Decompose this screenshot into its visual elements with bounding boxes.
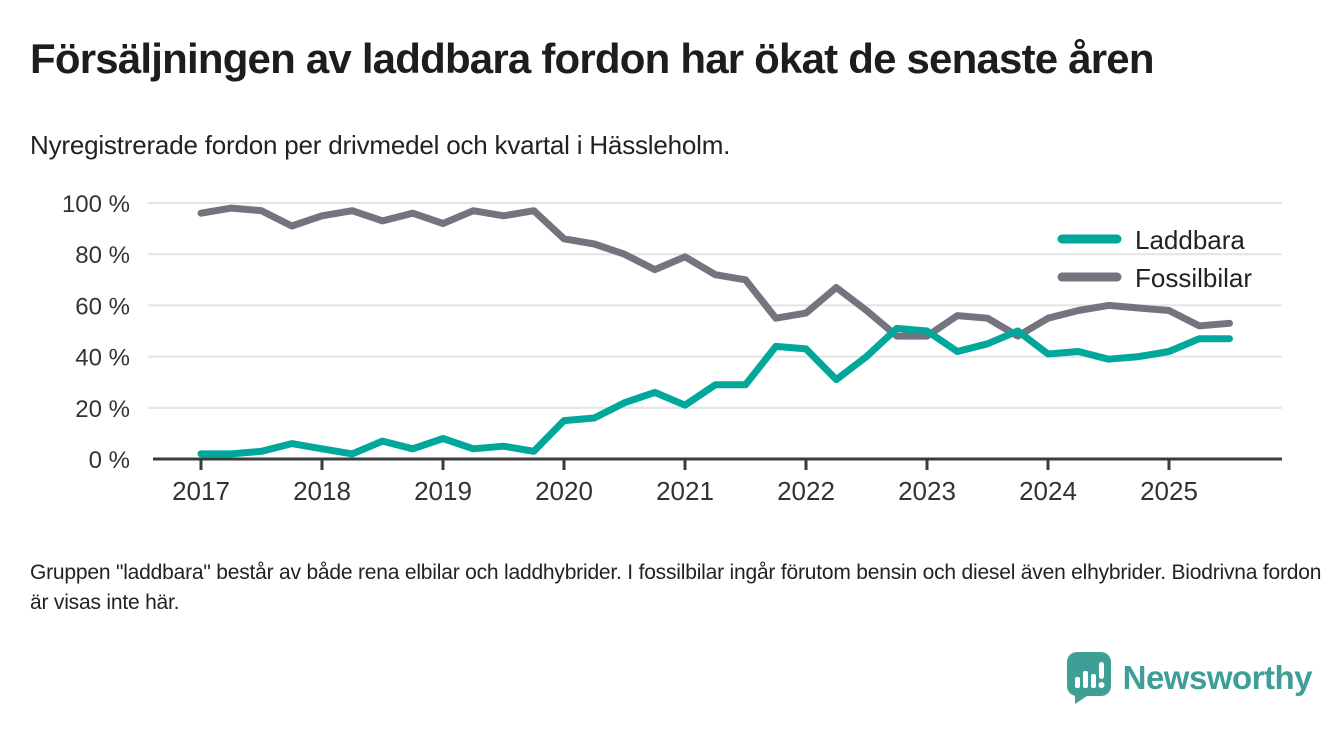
x-axis-label: 2020 (535, 476, 593, 506)
x-axis-label: 2023 (898, 476, 956, 506)
y-axis-label: 40 % (75, 344, 130, 372)
y-axis-label: 0 % (88, 447, 130, 474)
y-axis-label: 60 % (75, 293, 130, 321)
x-axis-label: 2022 (777, 476, 835, 506)
footnote: Gruppen "laddbara" består av både rena elbilar och laddhybrider. I fossilbilar ingår förutom bensin och diesel även elhybrider. Biodrivna fordon är visas inte här. (30, 561, 1322, 614)
series-line-laddbara (201, 328, 1230, 454)
x-axis-label: 2018 (293, 476, 351, 506)
x-axis-label: 2017 (172, 476, 230, 506)
chart-subtitle: Nyregistrerade fordon per drivmedel och kvartal i Hässleholm. (30, 130, 731, 160)
newsworthy-logo-icon (1066, 651, 1112, 705)
y-axis-label: 100 % (61, 191, 130, 218)
x-axis-label: 2024 (1019, 476, 1077, 506)
series-line-fossilbilar (201, 208, 1230, 336)
legend-label: Fossilbilar (1135, 263, 1253, 293)
x-axis-label: 2019 (414, 476, 472, 506)
line-chart (0, 180, 1340, 510)
legend-label: Laddbara (1135, 225, 1245, 255)
newsworthy-logo (1066, 652, 1312, 704)
y-axis-label: 80 % (75, 242, 130, 270)
x-axis-label: 2025 (1140, 476, 1198, 506)
x-axis-label: 2021 (656, 476, 714, 506)
newsworthy-logo-text: Newsworthy (1122, 659, 1312, 696)
line-chart-canvas (0, 180, 1340, 510)
chart-title: Försäljningen av laddbara fordon har ökat de senaste åren (30, 35, 1154, 82)
y-axis-label: 20 % (75, 395, 130, 423)
